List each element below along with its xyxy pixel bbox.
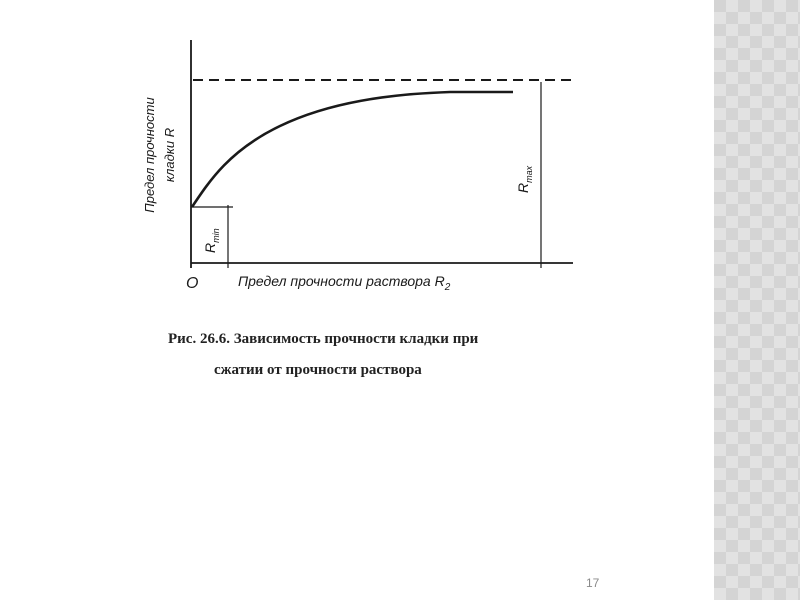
rmin-label-letter: R bbox=[202, 242, 218, 253]
x-axis-label bbox=[238, 273, 451, 293]
y-axis-label-group bbox=[142, 97, 177, 212]
rmin-label bbox=[202, 228, 221, 253]
rmax-label bbox=[515, 165, 534, 193]
rmin-label-group bbox=[202, 228, 221, 253]
page-number: 17 bbox=[586, 576, 600, 590]
decorative-side-panel bbox=[714, 0, 800, 600]
rmax-label-letter: R bbox=[515, 182, 531, 193]
rmax-label-subscript: max bbox=[524, 165, 534, 183]
origin-label: O bbox=[186, 275, 199, 292]
x-axis-label-text: Предел прочности раствора R bbox=[238, 273, 445, 289]
rmin-label-subscript: min bbox=[211, 228, 221, 243]
figure-caption bbox=[168, 324, 608, 386]
caption-line-2: сжатии от прочности раствора bbox=[214, 362, 422, 378]
rmax-label-group bbox=[515, 165, 534, 193]
strength-diagram bbox=[120, 30, 600, 310]
caption-line-1: Рис. 26.6. Зависимость прочности кладки при bbox=[168, 331, 479, 347]
y-axis-label-line2: кладки R bbox=[162, 127, 177, 183]
strength-curve bbox=[192, 92, 513, 207]
x-axis-label-subscript: 2 bbox=[444, 282, 451, 293]
y-axis-label-line1: Предел прочности bbox=[142, 97, 157, 213]
